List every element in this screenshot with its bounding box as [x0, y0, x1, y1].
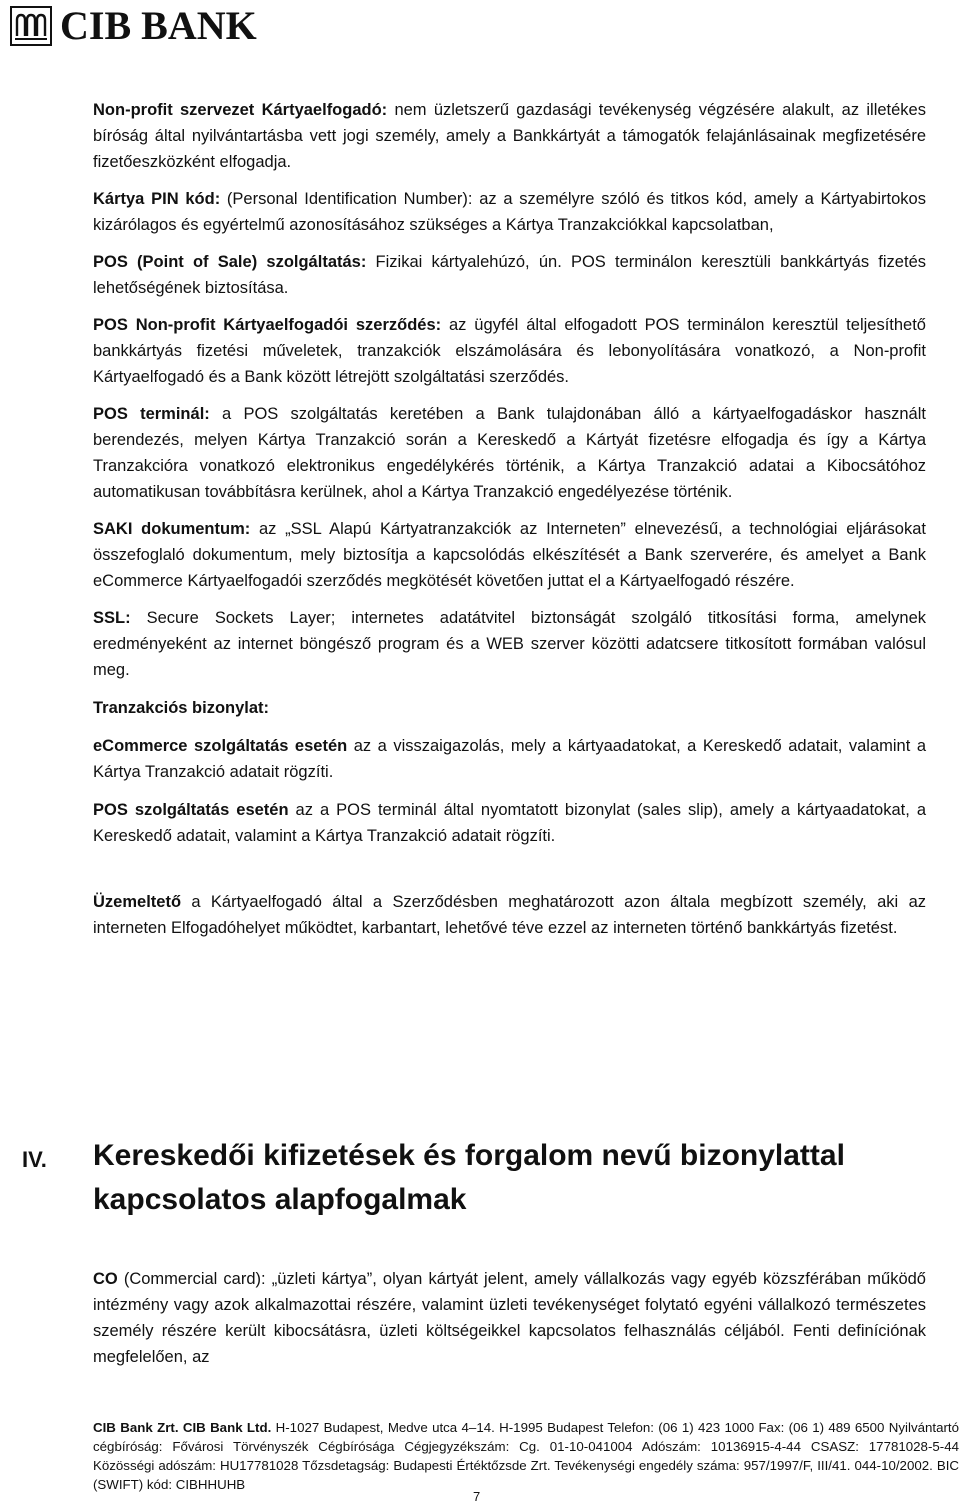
definition-text: az a visszaigazolás, mely a kártyaadatokat, a Kereskedő adatait, valamint a Kártya Tranzakció adatait rögzíti. — [93, 737, 926, 781]
definition-text: a POS szolgáltatás keretében a Bank tulajdonában álló a kártyaelfogadáskor használt berendezés, melyen Kártya Tranzakció során a Kereskedő a Kártyát fizetésre elfogadja és így a Kártya Tranzakcióra vonatkozó elektronikus engedélykérés történik, a Kártya Tranzakció adatai a Kibocsátóhoz automatikusan továbbításra kerülnek, ahol a Kártya Tranzakció engedélyezése történik. — [93, 405, 926, 501]
definition-pos-contract — [93, 312, 926, 390]
footer-company: CIB Bank Zrt. CIB Bank Ltd. — [93, 1420, 272, 1435]
term: POS (Point of Sale) szolgáltatás: — [93, 253, 367, 271]
term: POS szolgáltatás esetén — [93, 801, 289, 819]
term: Tranzakciós bizonylat: — [93, 699, 270, 717]
definition-text: (Commercial card): „üzleti kártya”, olyan kártyát jelent, amely vállalkozás vagy egyéb közszférában működő intézmény vagy azok alkalmazottai részére, valamint üzleti tevékenységet folytató egyéni vállalkozó természetes személy részére került kibocsátásra, üzleti költségeikkel kapcsolatos felhasználás céljából. Fenti definíciónak megfelelően, az — [93, 1270, 926, 1366]
definition-text: Fizikai kártyalehúzó, ún. POS terminálon keresztüli bankkártyás fizetés lehetőségének biztosítása. — [93, 253, 926, 297]
definition-text: a Kártyaelfogadó által a Szerződésben meghatározott azon általa megbízott személy, aki az interneten Elfogadóhelyet működtet, karbantart, lehetővé téve ezzel az interneten történő bankkártyás fizetést. — [93, 893, 926, 937]
definition-text: (Personal Identification Number): az a személyre szóló és titkos kód, amely a Kártyabirtokos kizárólagos és egyértelmű azonosításához szükséges a Kártya Tranzakciókkal kapcsolatban, — [93, 190, 926, 234]
definition-ssl — [93, 605, 926, 683]
term: SAKI dokumentum: — [93, 520, 251, 538]
term: CO — [93, 1270, 118, 1288]
page-footer — [93, 1418, 959, 1494]
definition-pin — [93, 186, 926, 238]
definition-text: az „SSL Alapú Kártyatranzakciók az Interneten” elnevezésű, a technológiai eljárásokat összefoglaló dokumentum, mely biztosítja a kapcsolódás elkészítését a Bank szerverére, és amelyet a Bank eCommerce Kártyaelfogadói szerződés megkötését követően juttat el a Kártyaelfogadó részére. — [93, 520, 926, 590]
section-definitions — [93, 1266, 926, 1370]
term: POS Non-profit Kártyaelfogadói szerződés: — [93, 316, 442, 334]
bank-emblem-icon — [10, 6, 52, 46]
term: POS terminál: — [93, 405, 210, 423]
section-number: IV. — [22, 1147, 47, 1172]
definition-text: az ügyfél által elfogadott POS terminálon keresztül teljesíthető bankkártyás fizetési műveletek, tranzakciók elszámolására és lebonyolítására vonatkozó, a Non-profit Kártyaelfogadó és a Bank között létrejött szolgáltatási szerződés. — [93, 316, 926, 386]
bank-logo — [10, 4, 257, 48]
definition-co — [93, 1266, 926, 1370]
section-title: Kereskedői kifizetések és forgalom nevű bizonylattal kapcsolatos alapfogalmak — [93, 1139, 845, 1216]
term: SSL: — [93, 609, 131, 627]
definition-text: Secure Sockets Layer; internetes adatátvitel biztonságát szolgáló titkosítási forma, amelynek eredményeként az internet böngésző program és a WEB szerver közötti adatcsere titkosított formában valósul meg. — [93, 609, 926, 679]
definition-text: nem üzletszerű gazdasági tevékenység végzésére alakult, az illetékes bíróság által nyilvántartásba vett jogi személy, amely a Bankkártyát a támogatók felajánlásainak megfizetésére fizetőeszközként elfogadja. — [93, 101, 926, 171]
definition-pos-receipt — [93, 797, 926, 849]
term: Non-profit szervezet Kártyaelfogadó: — [93, 101, 388, 119]
bank-name: CIB BANK — [60, 3, 257, 48]
definition-operator — [93, 889, 926, 941]
definition-pos-service — [93, 249, 926, 301]
term: Üzemeltető — [93, 893, 182, 911]
definition-ecommerce — [93, 733, 926, 785]
definition-non-profit — [93, 97, 926, 175]
definition-transaction-receipt — [93, 695, 926, 721]
page-number: 7 — [473, 1489, 481, 1504]
definitions-list — [93, 97, 926, 941]
definition-saki — [93, 516, 926, 594]
footer-text: H-1027 Budapest, Medve utca 4–14. H-1995 Budapest Telefon: (06 1) 423 1000 Fax: (06 1) 489 6500 Nyilvántartó cégbíróság: Fővárosi Törvényszék Cégbírósága Cégjegyzékszám: Cg. 01-10-041004 Adószám: 10136915-4-44 CSASZ: 17781028-5-44 Közösségi adószám: HU17781028 Tőzsdetagság: Budapesti Értéktőzsde Zrt. Tevékenységi engedély száma: 957/1997/F, III/41. 044-10/2002. BIC (SWIFT) kód: CIBHHUHB — [93, 1420, 959, 1492]
term: eCommerce szolgáltatás esetén — [93, 737, 348, 755]
term: Kártya PIN kód: — [93, 190, 221, 208]
definition-pos-terminal — [93, 401, 926, 505]
definition-text: az a POS terminál által nyomtatott bizonylat (sales slip), amely a kártyaadatokat, a Kereskedő adatait, valamint a Kártya Tranzakció adatait rögzíti. — [93, 801, 926, 845]
